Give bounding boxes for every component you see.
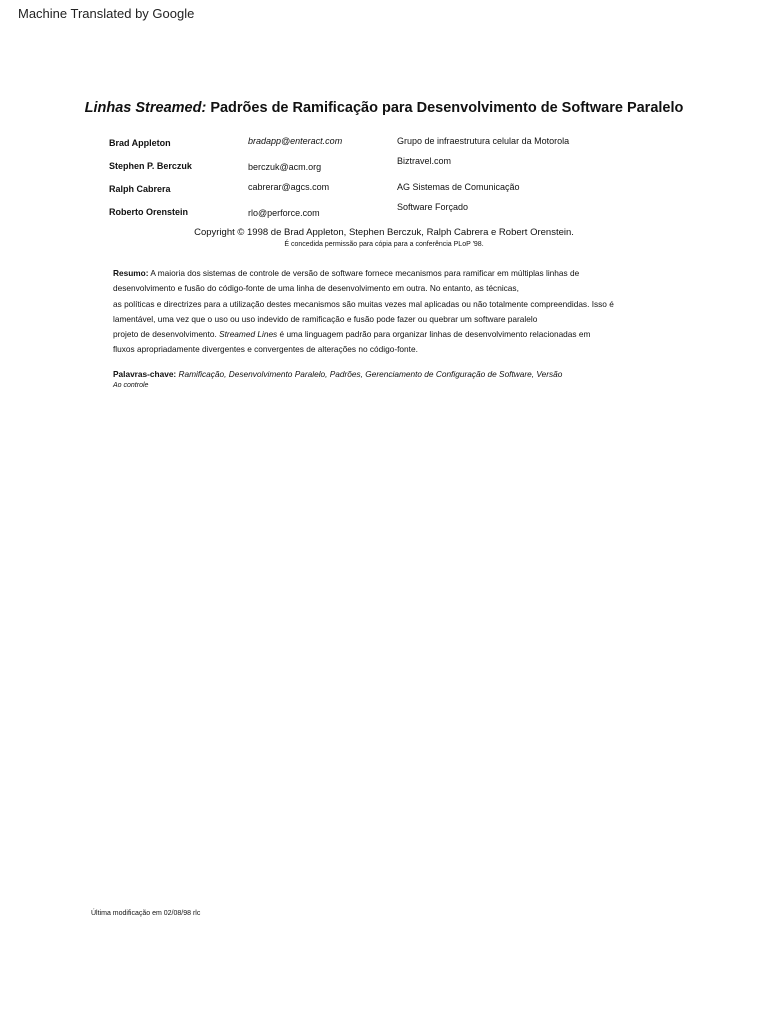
abstract [113, 266, 673, 358]
keywords [113, 369, 673, 379]
pattern-language-name: Streamed Lines [219, 329, 278, 340]
abstract-line [113, 266, 673, 281]
permission-notice: É concedida permissão para cópia para a conferência PLoP '98. [284, 241, 484, 248]
author-email: cabrerar@agcs.com [248, 182, 330, 192]
keywords-continuation: Ao controle [113, 382, 149, 389]
author-name: Stephen P. Berczuk [109, 161, 192, 171]
abstract-line: as políticas e directrizes para a utilização destes mecanismos são muitas vezes mal aplicadas ou não totalmente compreendidas. Isso é [113, 298, 614, 309]
keywords-label: Palavras-chave: [113, 369, 177, 379]
abstract-line [113, 327, 673, 342]
author-name: Brad Appleton [109, 138, 171, 148]
author-list [109, 134, 669, 226]
keywords-text: Ramificação, Desenvolvimento Paralelo, Padrões, Gerenciamento de Configuração de Software, Versão [176, 369, 563, 379]
author-organization: AG Sistemas de Comunicação [397, 182, 520, 192]
title-rest: Padrões de Ramificação para Desenvolvimento de Software Paralelo [206, 100, 684, 116]
author-email: bradapp@enteract.com [248, 136, 343, 146]
author-email: berczuk@acm.org [248, 162, 322, 172]
title-italic-part: Linhas Streamed: [84, 100, 207, 116]
author-name: Ralph Cabrera [109, 184, 171, 194]
author-organization: Grupo de infraestrutura celular da Motorola [397, 136, 570, 146]
author-email: rlo@perforce.com [248, 208, 320, 218]
author-row [109, 134, 669, 157]
author-organization: Software Forçado [397, 202, 469, 212]
author-row [109, 157, 669, 180]
abstract-line: lamentável, uma vez que o uso ou uso indevido de ramificação e fusão pode fazer ou quebrar um software paralelo [113, 313, 538, 324]
abstract-label: Resumo: [113, 268, 149, 278]
abstract-text: A maioria dos sistemas de controle de versão de software fornece mecanismos para ramificar em múltiplas linhas de [148, 268, 580, 278]
abstract-line: desenvolvimento e fusão do código-fonte de uma linha de desenvolvimento em outra. No entanto, as técnicas, [113, 283, 519, 294]
author-organization: Biztravel.com [397, 156, 452, 166]
machine-translation-banner: Machine Translated by Google [18, 6, 195, 21]
author-row [109, 180, 669, 203]
paper-title [0, 100, 768, 116]
author-row [109, 203, 669, 226]
last-modified-footer: Última modificação em 02/08/98 rlc [91, 910, 201, 917]
copyright-notice: Copyright © 1998 de Brad Appleton, Stephen Berczuk, Ralph Cabrera e Robert Orenstein. [194, 227, 574, 238]
abstract-text: é uma linguagem padrão para organizar linhas de desenvolvimento relacionadas em [277, 329, 591, 340]
abstract-text: projeto de desenvolvimento. [113, 329, 220, 340]
author-name: Roberto Orenstein [109, 207, 189, 217]
abstract-line: fluxos apropriadamente divergentes e convergentes de alterações no código-fonte. [113, 344, 418, 355]
